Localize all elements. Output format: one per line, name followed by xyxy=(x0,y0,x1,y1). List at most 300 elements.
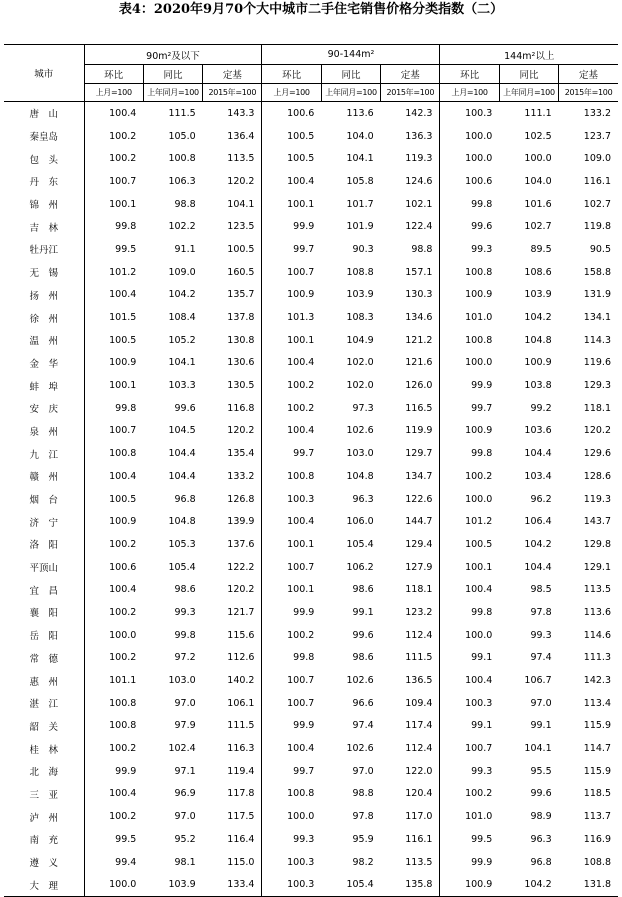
value-cell: 100.0 xyxy=(440,352,499,375)
value-cell: 104.8 xyxy=(168,516,196,528)
value-cell: 99.6 xyxy=(440,215,499,238)
value-cell: 106.3 xyxy=(168,175,196,187)
value-cell: 133.2 xyxy=(583,107,611,119)
value-cell: 133.4 xyxy=(203,873,262,896)
value-cell: 100.0 xyxy=(524,153,552,165)
value-cell: 101.0 xyxy=(440,306,499,329)
city-name-cell: 惠 州 xyxy=(29,676,58,688)
value-cell: 99.8 xyxy=(84,397,143,420)
city-name-cell: 泉 州 xyxy=(29,426,58,438)
table-row xyxy=(4,873,618,896)
value-cell: 99.5 xyxy=(440,828,499,851)
value-cell: 116.8 xyxy=(227,402,255,414)
value-cell: 140.2 xyxy=(227,675,255,687)
value-cell: 99.2 xyxy=(530,402,552,414)
table-row xyxy=(4,193,618,216)
value-cell: 105.3 xyxy=(168,538,196,550)
base-label-mom: 上月=100 xyxy=(84,84,143,102)
value-cell: 120.2 xyxy=(227,175,255,187)
value-cell: 117.4 xyxy=(405,720,433,732)
value-cell: 134.1 xyxy=(583,312,611,324)
value-cell: 117.0 xyxy=(405,811,433,823)
value-cell: 134.7 xyxy=(405,470,433,482)
value-cell: 122.2 xyxy=(227,561,255,573)
value-cell: 98.8 xyxy=(411,243,433,255)
value-cell: 97.0 xyxy=(174,811,196,823)
city-name-cell: 湛 江 xyxy=(29,699,58,711)
value-cell: 100.7 xyxy=(262,556,321,579)
value-cell: 115.9 xyxy=(583,720,611,732)
value-cell: 100.2 xyxy=(262,624,321,647)
value-cell: 108.8 xyxy=(583,856,611,868)
value-cell: 104.4 xyxy=(524,448,552,460)
value-cell: 131.8 xyxy=(559,873,618,896)
table-row xyxy=(4,851,618,874)
value-cell: 118.5 xyxy=(583,788,611,800)
city-column-header: 城市 xyxy=(4,45,84,102)
value-cell: 100.4 xyxy=(262,510,321,533)
value-cell: 105.8 xyxy=(346,175,374,187)
value-cell: 97.4 xyxy=(530,652,552,664)
value-cell: 142.3 xyxy=(583,675,611,687)
value-cell: 104.0 xyxy=(524,175,552,187)
value-cell: 100.0 xyxy=(262,805,321,828)
group-header-medium: 90-144m² xyxy=(262,45,440,65)
subheader-mom: 环比 xyxy=(84,65,143,84)
value-cell: 108.3 xyxy=(346,312,374,324)
value-cell: 134.6 xyxy=(405,312,433,324)
value-cell: 100.0 xyxy=(84,624,143,647)
value-cell: 109.0 xyxy=(168,266,196,278)
value-cell: 97.0 xyxy=(530,697,552,709)
value-cell: 91.1 xyxy=(174,243,196,255)
table-row xyxy=(4,647,618,670)
value-cell: 99.1 xyxy=(440,715,499,738)
value-cell: 100.9 xyxy=(524,357,552,369)
value-cell: 99.1 xyxy=(530,720,552,732)
value-cell: 121.7 xyxy=(227,606,255,618)
value-cell: 98.6 xyxy=(352,652,374,664)
city-name-cell: 吉 林 xyxy=(29,222,58,234)
value-cell: 101.3 xyxy=(262,306,321,329)
city-name-cell: 三 亚 xyxy=(29,789,58,801)
value-cell: 129.8 xyxy=(583,538,611,550)
value-cell: 130.6 xyxy=(227,357,255,369)
table-row xyxy=(4,352,618,375)
table-row xyxy=(4,601,618,624)
value-cell: 143.7 xyxy=(583,516,611,528)
table-row xyxy=(4,261,618,284)
table-row xyxy=(4,533,618,556)
value-cell: 101.2 xyxy=(84,261,143,284)
city-name-cell: 九 江 xyxy=(29,449,58,461)
value-cell: 136.5 xyxy=(405,675,433,687)
value-cell: 99.9 xyxy=(84,760,143,783)
value-cell: 100.6 xyxy=(84,556,143,579)
value-cell: 100.4 xyxy=(262,170,321,193)
value-cell: 99.9 xyxy=(440,851,499,874)
value-cell: 108.6 xyxy=(524,266,552,278)
value-cell: 117.5 xyxy=(227,811,255,823)
value-cell: 122.0 xyxy=(405,765,433,777)
table-row xyxy=(4,215,618,238)
value-cell: 130.3 xyxy=(405,289,433,301)
table-row xyxy=(4,556,618,579)
value-cell: 103.8 xyxy=(524,380,552,392)
city-name-cell: 烟 台 xyxy=(29,495,58,507)
value-cell: 104.2 xyxy=(499,873,558,896)
value-cell: 99.6 xyxy=(530,788,552,800)
value-cell: 135.8 xyxy=(381,873,440,896)
value-cell: 103.3 xyxy=(168,380,196,392)
value-cell: 97.2 xyxy=(174,652,196,664)
value-cell: 100.2 xyxy=(84,147,143,170)
table-row xyxy=(4,805,618,828)
table-row xyxy=(4,306,618,329)
value-cell: 99.8 xyxy=(174,629,196,641)
table-row xyxy=(4,125,618,148)
city-name-cell: 金 华 xyxy=(29,358,58,370)
subheader-yoy: 同比 xyxy=(143,65,202,84)
group-header-large: 144m²以上 xyxy=(440,45,618,65)
value-cell: 106.4 xyxy=(524,516,552,528)
city-name-cell: 牡丹江 xyxy=(29,245,58,257)
value-cell: 99.1 xyxy=(440,647,499,670)
value-cell: 95.9 xyxy=(352,833,374,845)
value-cell: 113.5 xyxy=(227,153,255,165)
city-name-cell: 包 头 xyxy=(29,154,58,166)
value-cell: 120.4 xyxy=(405,788,433,800)
value-cell: 100.9 xyxy=(440,284,499,307)
value-cell: 116.1 xyxy=(405,833,433,845)
value-cell: 95.5 xyxy=(530,765,552,777)
value-cell: 111.5 xyxy=(227,720,255,732)
table-header xyxy=(4,45,618,102)
value-cell: 101.7 xyxy=(346,198,374,210)
value-cell: 123.2 xyxy=(405,606,433,618)
value-cell: 99.5 xyxy=(84,238,143,261)
city-name-cell: 大 理 xyxy=(4,873,84,896)
value-cell: 99.9 xyxy=(262,215,321,238)
value-cell: 100.5 xyxy=(227,243,255,255)
subheader-fixed-base: 定基 xyxy=(381,65,440,84)
value-cell: 97.9 xyxy=(174,720,196,732)
base-label-mom: 上月=100 xyxy=(262,84,321,102)
value-cell: 98.5 xyxy=(530,584,552,596)
value-cell: 99.9 xyxy=(262,601,321,624)
city-name-cell: 岳 阳 xyxy=(29,631,58,643)
value-cell: 100.9 xyxy=(440,420,499,443)
value-cell: 100.1 xyxy=(440,556,499,579)
value-cell: 136.3 xyxy=(405,130,433,142)
table-row xyxy=(4,147,618,170)
value-cell: 102.6 xyxy=(346,675,374,687)
value-cell: 119.3 xyxy=(405,153,433,165)
value-cell: 99.3 xyxy=(440,760,499,783)
value-cell: 124.6 xyxy=(405,175,433,187)
value-cell: 106.1 xyxy=(227,697,255,709)
value-cell: 100.9 xyxy=(84,510,143,533)
value-cell: 100.2 xyxy=(440,465,499,488)
value-cell: 106.0 xyxy=(346,516,374,528)
value-cell: 100.7 xyxy=(262,261,321,284)
value-cell: 99.7 xyxy=(262,238,321,261)
value-cell: 100.4 xyxy=(84,465,143,488)
table-row xyxy=(4,397,618,420)
value-cell: 95.2 xyxy=(174,833,196,845)
value-cell: 97.1 xyxy=(174,765,196,777)
value-cell: 100.1 xyxy=(84,374,143,397)
value-cell: 100.1 xyxy=(262,193,321,216)
value-cell: 100.2 xyxy=(84,125,143,148)
city-name-cell: 桂 林 xyxy=(29,744,58,756)
table-row xyxy=(4,284,618,307)
value-cell: 100.2 xyxy=(84,601,143,624)
city-name-cell: 襄 阳 xyxy=(29,608,58,620)
value-cell: 114.7 xyxy=(583,743,611,755)
value-cell: 100.3 xyxy=(440,692,499,715)
value-cell: 104.1 xyxy=(227,198,255,210)
value-cell: 100.4 xyxy=(84,284,143,307)
value-cell: 133.2 xyxy=(227,470,255,482)
value-cell: 99.9 xyxy=(440,374,499,397)
value-cell: 116.4 xyxy=(227,833,255,845)
value-cell: 118.1 xyxy=(583,402,611,414)
value-cell: 111.3 xyxy=(583,652,611,664)
table-row xyxy=(4,442,618,465)
value-cell: 99.8 xyxy=(262,647,321,670)
subheader-mom: 环比 xyxy=(440,65,499,84)
value-cell: 100.1 xyxy=(262,329,321,352)
value-cell: 119.8 xyxy=(583,221,611,233)
city-name-cell: 蚌 埠 xyxy=(29,381,58,393)
base-label-yoy: 上年同月=100 xyxy=(143,84,202,102)
value-cell: 99.8 xyxy=(84,215,143,238)
value-cell: 97.3 xyxy=(352,402,374,414)
value-cell: 99.5 xyxy=(84,828,143,851)
table-row xyxy=(4,488,618,511)
value-cell: 100.8 xyxy=(84,442,143,465)
subheader-yoy: 同比 xyxy=(321,65,380,84)
value-cell: 116.1 xyxy=(583,175,611,187)
value-cell: 120.2 xyxy=(227,584,255,596)
value-cell: 105.0 xyxy=(168,130,196,142)
city-name-cell: 遵 义 xyxy=(29,858,58,870)
value-cell: 97.4 xyxy=(352,720,374,732)
value-cell: 97.8 xyxy=(530,606,552,618)
table-row xyxy=(4,465,618,488)
value-cell: 103.0 xyxy=(346,448,374,460)
value-cell: 113.4 xyxy=(583,697,611,709)
value-cell: 127.9 xyxy=(405,561,433,573)
value-cell: 100.0 xyxy=(440,488,499,511)
base-label-fixed: 2015年=100 xyxy=(381,84,440,102)
value-cell: 119.4 xyxy=(227,765,255,777)
value-cell: 98.8 xyxy=(352,788,374,800)
value-cell: 100.0 xyxy=(84,873,143,896)
table-row xyxy=(4,624,618,647)
value-cell: 104.1 xyxy=(346,153,374,165)
city-name-cell: 秦皇岛 xyxy=(29,132,58,144)
value-cell: 100.1 xyxy=(84,193,143,216)
value-cell: 99.9 xyxy=(262,715,321,738)
city-name-cell: 锦 州 xyxy=(29,200,58,212)
value-cell: 136.4 xyxy=(227,130,255,142)
value-cell: 105.4 xyxy=(346,538,374,550)
value-cell: 100.3 xyxy=(262,488,321,511)
value-cell: 137.6 xyxy=(227,538,255,550)
city-name-cell: 济 宁 xyxy=(29,517,58,529)
value-cell: 100.3 xyxy=(440,102,499,125)
value-cell: 126.0 xyxy=(405,380,433,392)
value-cell: 120.2 xyxy=(583,425,611,437)
value-cell: 144.7 xyxy=(405,516,433,528)
value-cell: 100.8 xyxy=(262,465,321,488)
value-cell: 115.0 xyxy=(227,856,255,868)
value-cell: 99.3 xyxy=(440,238,499,261)
base-label-fixed: 2015年=100 xyxy=(203,84,262,102)
group-header-small: 90m²及以下 xyxy=(84,45,262,65)
value-cell: 115.9 xyxy=(583,765,611,777)
value-cell: 106.7 xyxy=(524,675,552,687)
value-cell: 100.5 xyxy=(440,533,499,556)
table-row xyxy=(4,420,618,443)
value-cell: 97.0 xyxy=(174,697,196,709)
value-cell: 100.4 xyxy=(440,578,499,601)
value-cell: 135.7 xyxy=(227,289,255,301)
value-cell: 98.9 xyxy=(530,811,552,823)
value-cell: 102.2 xyxy=(168,221,196,233)
city-name-cell: 宜 昌 xyxy=(29,585,58,597)
value-cell: 104.8 xyxy=(524,334,552,346)
value-cell: 112.4 xyxy=(405,743,433,755)
value-cell: 99.6 xyxy=(174,402,196,414)
value-cell: 119.9 xyxy=(405,425,433,437)
table-row xyxy=(4,510,618,533)
value-cell: 100.2 xyxy=(84,737,143,760)
value-cell: 100.7 xyxy=(440,737,499,760)
value-cell: 98.6 xyxy=(352,584,374,596)
table-row xyxy=(4,669,618,692)
value-cell: 100.9 xyxy=(84,352,143,375)
value-cell: 100.9 xyxy=(262,284,321,307)
value-cell: 157.1 xyxy=(405,266,433,278)
base-label-mom: 上月=100 xyxy=(440,84,499,102)
value-cell: 101.0 xyxy=(440,805,499,828)
value-cell: 120.2 xyxy=(227,425,255,437)
value-cell: 96.3 xyxy=(352,493,374,505)
value-cell: 104.0 xyxy=(346,130,374,142)
value-cell: 116.5 xyxy=(405,402,433,414)
value-cell: 104.4 xyxy=(168,470,196,482)
value-cell: 104.2 xyxy=(168,289,196,301)
value-cell: 160.5 xyxy=(227,266,255,278)
value-cell: 121.2 xyxy=(405,334,433,346)
value-cell: 99.8 xyxy=(440,442,499,465)
city-name-cell: 北 海 xyxy=(29,767,58,779)
value-cell: 129.3 xyxy=(583,380,611,392)
city-name-cell: 赣 州 xyxy=(29,472,58,484)
value-cell: 123.7 xyxy=(583,130,611,142)
city-name-cell: 安 庆 xyxy=(29,404,58,416)
city-name-cell: 扬 州 xyxy=(29,290,58,302)
value-cell: 111.5 xyxy=(168,107,196,119)
value-cell: 112.4 xyxy=(405,629,433,641)
value-cell: 109.0 xyxy=(583,153,611,165)
value-cell: 100.4 xyxy=(84,578,143,601)
value-cell: 100.7 xyxy=(84,170,143,193)
value-cell: 105.4 xyxy=(168,561,196,573)
value-cell: 99.6 xyxy=(352,629,374,641)
value-cell: 96.8 xyxy=(530,856,552,868)
value-cell: 99.7 xyxy=(440,397,499,420)
value-cell: 158.8 xyxy=(583,266,611,278)
value-cell: 131.9 xyxy=(583,289,611,301)
value-cell: 100.7 xyxy=(262,669,321,692)
value-cell: 128.6 xyxy=(583,470,611,482)
value-cell: 129.1 xyxy=(583,561,611,573)
value-cell: 129.7 xyxy=(405,448,433,460)
value-cell: 111.1 xyxy=(524,107,552,119)
value-cell: 102.6 xyxy=(346,743,374,755)
value-cell: 100.1 xyxy=(262,533,321,556)
value-cell: 100.4 xyxy=(262,420,321,443)
value-cell: 100.7 xyxy=(262,692,321,715)
value-cell: 100.0 xyxy=(440,624,499,647)
value-cell: 114.3 xyxy=(583,334,611,346)
value-cell: 103.4 xyxy=(524,470,552,482)
table-title: 表4：2020年9月70个大中城市二手住宅销售价格分类指数（二） xyxy=(118,2,504,17)
value-cell: 99.3 xyxy=(174,606,196,618)
value-cell: 129.4 xyxy=(405,538,433,550)
value-cell: 135.4 xyxy=(227,448,255,460)
value-cell: 100.4 xyxy=(440,669,499,692)
value-cell: 113.7 xyxy=(583,811,611,823)
value-cell: 122.4 xyxy=(405,221,433,233)
table-row xyxy=(4,102,618,125)
table-row xyxy=(4,715,618,738)
value-cell: 99.3 xyxy=(262,828,321,851)
value-cell: 117.8 xyxy=(227,788,255,800)
value-cell: 100.8 xyxy=(440,329,499,352)
value-cell: 100.4 xyxy=(84,102,143,125)
value-cell: 143.3 xyxy=(227,107,255,119)
value-cell: 99.8 xyxy=(440,193,499,216)
value-cell: 100.8 xyxy=(84,692,143,715)
value-cell: 98.2 xyxy=(352,856,374,868)
value-cell: 100.4 xyxy=(84,783,143,806)
value-cell: 102.1 xyxy=(405,198,433,210)
value-cell: 142.3 xyxy=(405,107,433,119)
value-cell: 101.2 xyxy=(440,510,499,533)
value-cell: 99.7 xyxy=(262,760,321,783)
value-cell: 100.5 xyxy=(84,488,143,511)
value-cell: 137.8 xyxy=(227,312,255,324)
table-row xyxy=(4,760,618,783)
value-cell: 113.5 xyxy=(405,856,433,868)
value-cell: 103.6 xyxy=(524,425,552,437)
value-cell: 99.3 xyxy=(530,629,552,641)
value-cell: 102.5 xyxy=(524,130,552,142)
value-cell: 100.0 xyxy=(440,125,499,148)
value-cell: 100.8 xyxy=(84,715,143,738)
value-cell: 99.8 xyxy=(440,601,499,624)
base-label-yoy: 上年同月=100 xyxy=(321,84,380,102)
table-row xyxy=(4,578,618,601)
base-label-fixed: 2015年=100 xyxy=(559,84,618,102)
value-cell: 119.3 xyxy=(583,493,611,505)
city-name-cell: 常 德 xyxy=(29,653,58,665)
